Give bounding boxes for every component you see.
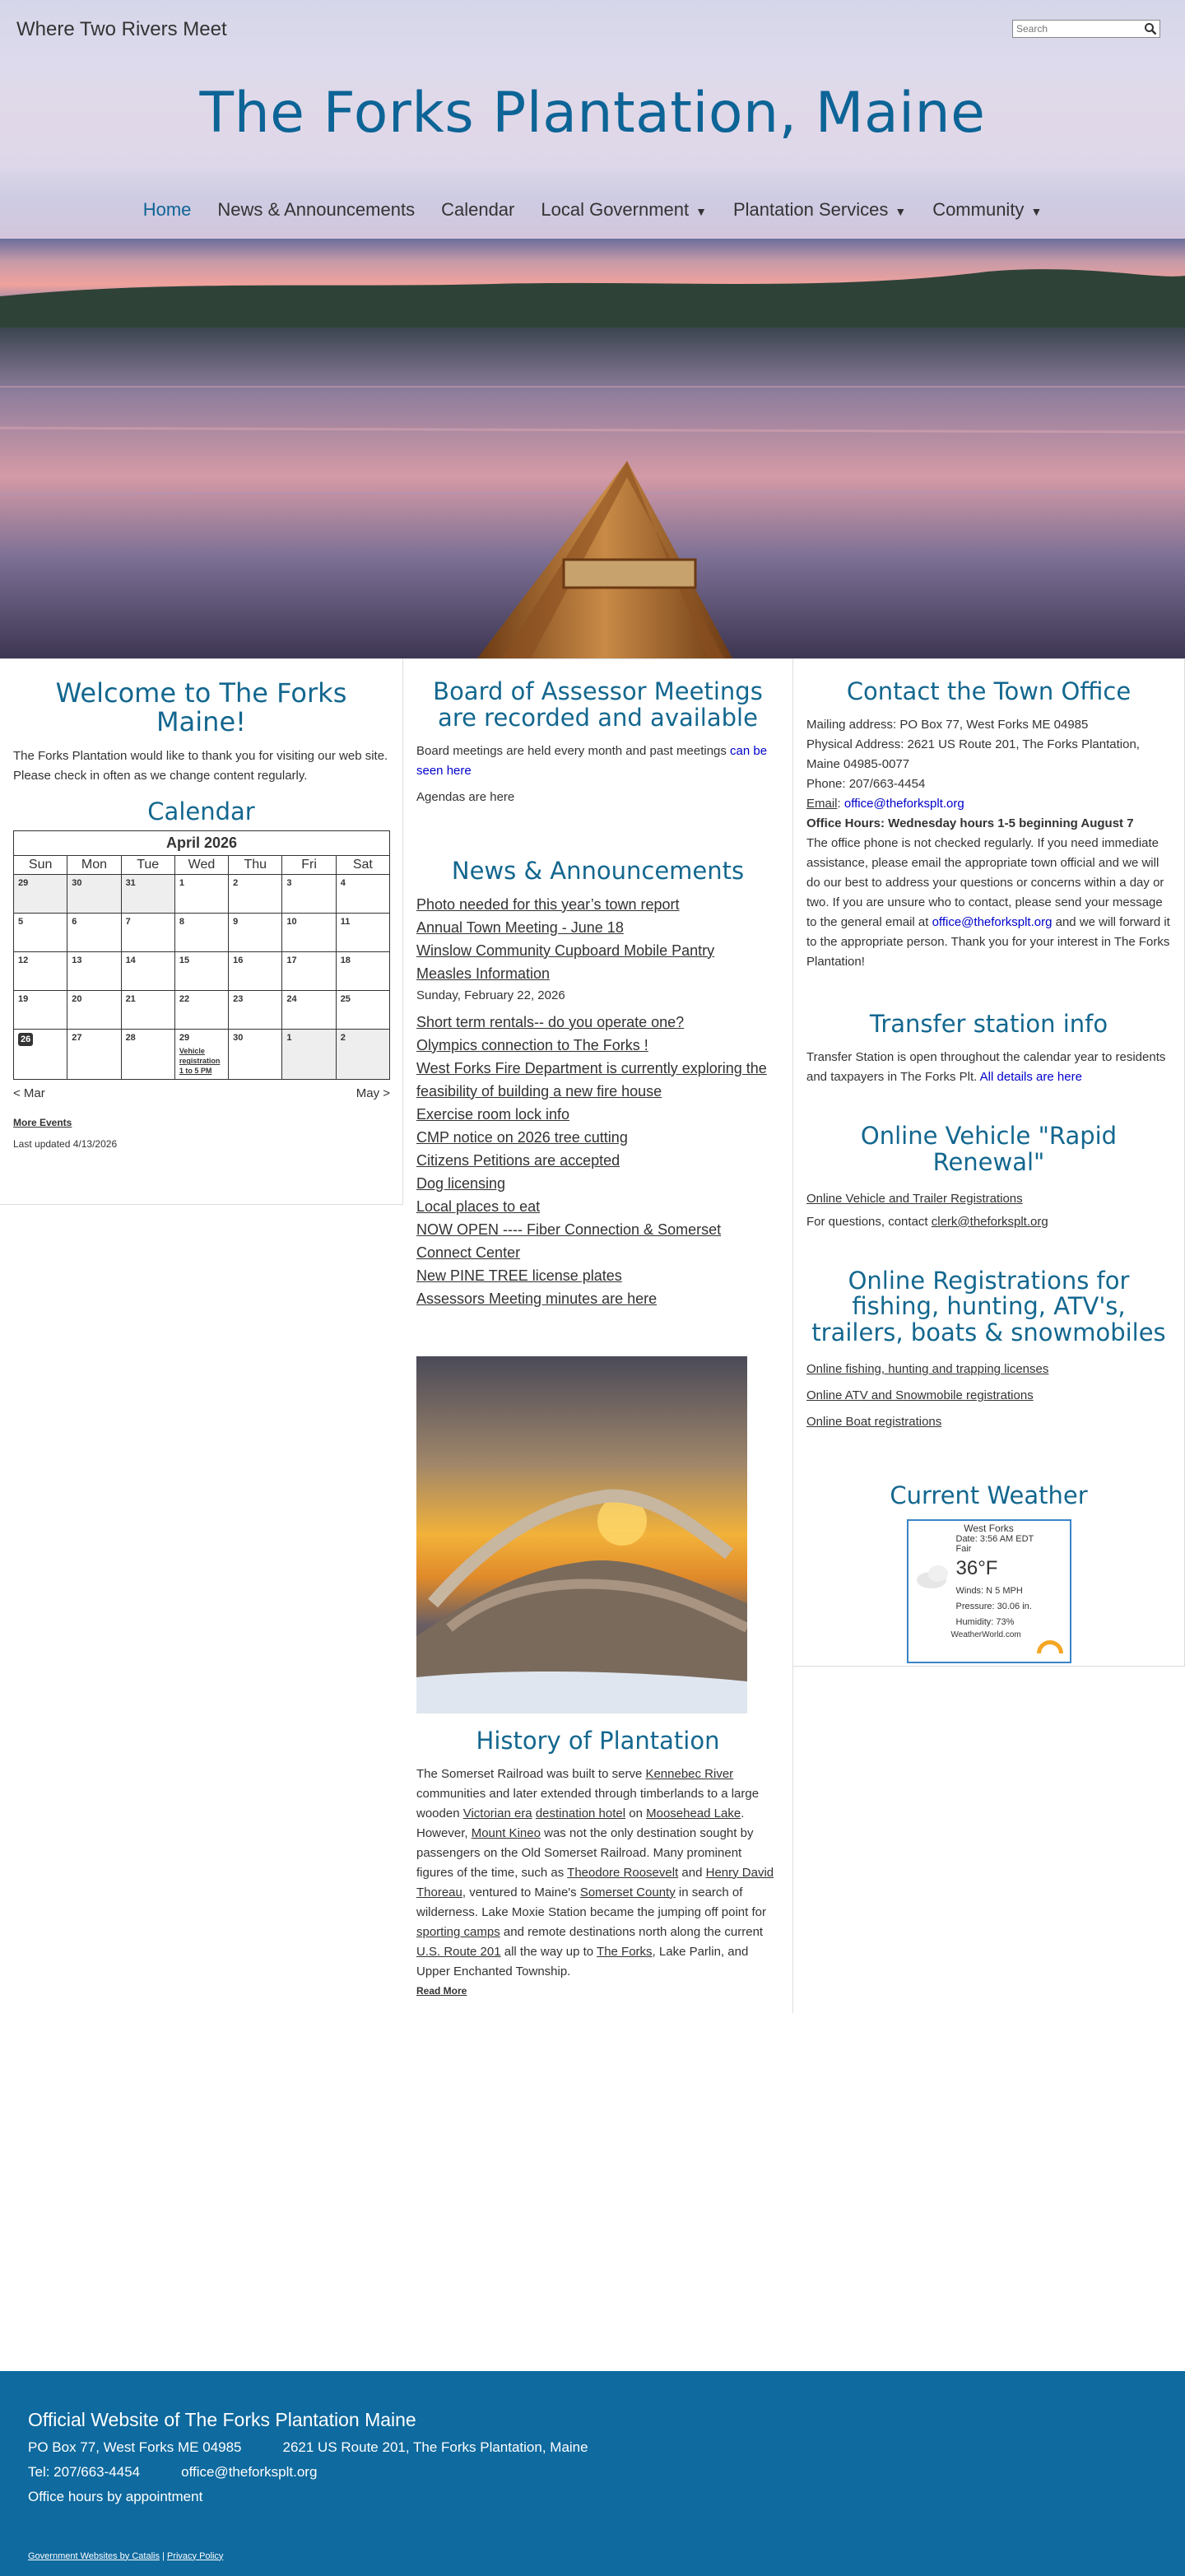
main-nav xyxy=(0,199,1185,221)
calendar-day[interactable]: 4 xyxy=(336,875,389,914)
weather-date: Date: 3:56 AM EDT xyxy=(955,1534,1034,1545)
history-link[interactable]: sporting camps xyxy=(416,1924,500,1939)
calendar-day-number: 29 xyxy=(179,1033,190,1044)
caret-down-icon: ▼ xyxy=(1030,205,1043,218)
vehicle-contact xyxy=(806,1212,1171,1232)
email-line xyxy=(806,794,1171,814)
nav-community[interactable]: Community ▼ xyxy=(932,199,1043,220)
footer-physical-address: 2621 US Route 201, The Forks Plantation, Maine xyxy=(282,2439,588,2455)
site-tagline: Where Two Rivers Meet xyxy=(16,18,227,40)
calendar-day[interactable]: 5 xyxy=(14,914,67,952)
weather-credit: WeatherWorld.com xyxy=(950,1630,1021,1640)
footer-address-row xyxy=(28,2439,1157,2456)
news-list xyxy=(416,893,779,1310)
calendar-day[interactable]: 7 xyxy=(121,914,174,952)
calendar-day-header: Wed xyxy=(174,856,228,875)
mailing-address: Mailing address: PO Box 77, West Forks ME 04985 xyxy=(806,717,1089,732)
news-item[interactable]: New PINE TREE license plates xyxy=(416,1267,622,1284)
calendar-day[interactable]: 19 xyxy=(14,991,67,1030)
news-item[interactable]: Winslow Community Cupboard Mobile Pantry xyxy=(416,942,715,959)
news-item[interactable]: Olympics connection to The Forks ! xyxy=(416,1036,648,1053)
search-icon[interactable] xyxy=(1144,22,1157,35)
nav-local-government[interactable]: Local Government ▼ xyxy=(541,199,707,220)
history-text-span: and xyxy=(678,1865,706,1880)
news-item[interactable]: Short term rentals-- do you operate one? xyxy=(416,1013,685,1030)
calendar-day[interactable]: 29 xyxy=(14,875,67,914)
search-box[interactable] xyxy=(1012,20,1160,38)
calendar-day[interactable]: 14 xyxy=(121,952,174,991)
calendar-day-header: Thu xyxy=(229,856,282,875)
history-text-span: , ventured to Maine's xyxy=(462,1885,580,1899)
calendar-day[interactable]: 24 xyxy=(282,991,336,1030)
calendar-day-event[interactable] xyxy=(174,1030,228,1080)
welcome-title: Welcome to The Forks Maine! xyxy=(55,677,347,738)
footer-link-separator: | xyxy=(159,2550,167,2561)
news-item[interactable]: Dog licensing xyxy=(416,1174,506,1192)
contact-note xyxy=(806,834,1171,972)
calendar-day[interactable]: 13 xyxy=(67,952,121,991)
calendar-day[interactable]: 2 xyxy=(336,1030,389,1080)
calendar-day[interactable]: 17 xyxy=(282,952,336,991)
history-link[interactable]: Victorian era xyxy=(462,1806,532,1820)
calendar-day[interactable]: 30 xyxy=(67,875,121,914)
calendar-day-header: Tue xyxy=(121,856,174,875)
agendas-text xyxy=(416,788,779,807)
today-marker: 26 xyxy=(18,1033,33,1046)
contact-note-text: and we will forward it to the appropriate person. Thank you for your interest in The Forks Plantation! xyxy=(806,914,1170,969)
calendar-day-header: Sat xyxy=(336,856,389,875)
calendar-day[interactable]: 25 xyxy=(336,991,389,1030)
calendar-day[interactable]: 28 xyxy=(121,1030,174,1080)
news-item[interactable]: West Forks Fire Department is currently exploring the feasibility of building a new fire house xyxy=(416,1059,767,1100)
history-text-span: The Somerset Railroad was built to serve xyxy=(416,1766,646,1781)
news-item[interactable]: Assessors Meeting minutes are here xyxy=(416,1290,658,1307)
calendar-day[interactable]: 10 xyxy=(282,914,336,952)
assessor-title: Board of Assessor Meetings are recorded and available xyxy=(433,677,763,732)
calendar-day[interactable]: 21 xyxy=(121,991,174,1030)
history-text-span: communities and later extended through timberlands to a large wooden xyxy=(416,1786,760,1820)
calendar-day-header: Fri xyxy=(282,856,336,875)
vehicle-title: Online Vehicle "Rapid Renewal" xyxy=(860,1121,1118,1176)
news-title: News & Announcements xyxy=(451,856,745,885)
search-input[interactable] xyxy=(1013,21,1136,37)
calendar-day[interactable]: 11 xyxy=(336,914,389,952)
spacer xyxy=(0,2013,1185,2371)
nav-news[interactable]: News & Announcements xyxy=(217,199,416,220)
last-updated: Last updated 4/13/2026 xyxy=(13,1138,118,1151)
contact-title: Contact the Town Office xyxy=(846,677,1132,705)
weather-condition: Fair xyxy=(955,1544,972,1555)
sun-icon xyxy=(1034,1635,1066,1655)
history-link[interactable]: Henry David Thoreau xyxy=(416,1865,774,1899)
atv-registration-link[interactable]: Online ATV and Snowmobile registrations xyxy=(806,1388,1034,1403)
calendar-prev-link[interactable]: < Mar xyxy=(13,1086,45,1101)
site-title: The Forks Plantation, Maine xyxy=(199,81,986,146)
history-text-span: . However, xyxy=(416,1806,745,1840)
email-separator: : xyxy=(837,796,844,811)
registrations-title: Online Registrations for fishing, hunting, ATV's, trailers, boats & snowmobiles xyxy=(811,1266,1166,1347)
calendar-month: April 2026 xyxy=(13,830,390,855)
weather-title: Current Weather xyxy=(890,1481,1088,1510)
driftwood-photo xyxy=(416,1356,747,1713)
history-text-span: in search of wilderness. Lake Moxie Station became the jumping off point for xyxy=(416,1885,766,1919)
boat-registration-link[interactable]: Online Boat registrations xyxy=(806,1415,942,1430)
caret-down-icon: ▼ xyxy=(895,205,907,218)
nav-plantation-services[interactable]: Plantation Services ▼ xyxy=(733,199,907,220)
office-hours: Office Hours: Wednesday hours 1-5 beginning August 7 xyxy=(806,816,1134,830)
calendar-day-today[interactable] xyxy=(14,1030,67,1080)
privacy-policy-link[interactable]: Privacy Policy xyxy=(166,2550,224,2561)
news-item[interactable]: Exercise room lock info xyxy=(416,1105,570,1123)
history-link[interactable]: destination hotel xyxy=(535,1806,626,1820)
phone: Phone: 207/663-4454 xyxy=(806,776,926,791)
footer xyxy=(0,2371,1185,2576)
calendar-day[interactable]: 8 xyxy=(174,914,228,952)
history-text-span: was not the only destination sought by passengers on the Old Somerset Railroad. Many prominent figures of the time, such as xyxy=(416,1825,754,1880)
calendar-day[interactable]: 3 xyxy=(282,875,336,914)
welcome-text: The Forks Plantation would like to thank you for visiting our web site. Please check in often as we change content regularly. xyxy=(13,749,388,783)
nav-home[interactable]: Home xyxy=(142,199,192,220)
calendar-day-header: Mon xyxy=(67,856,121,875)
footer-po-box: PO Box 77, West Forks ME 04985 xyxy=(28,2439,242,2455)
registrations-links xyxy=(806,1356,1171,1435)
calendar-day[interactable]: 6 xyxy=(67,914,121,952)
weather-place: West Forks xyxy=(964,1523,1014,1535)
calendar-day[interactable]: 2 xyxy=(229,875,282,914)
history-text-span: all the way up to xyxy=(500,1944,597,1959)
cloud-icon xyxy=(913,1559,955,1592)
vehicle-registration-link[interactable]: Online Vehicle and Trailer Registrations xyxy=(806,1191,1023,1206)
calendar-day[interactable]: 9 xyxy=(229,914,282,952)
footer-title: Official Website of The Forks Plantation Maine xyxy=(28,2408,416,2430)
transfer-text xyxy=(806,1048,1171,1087)
history-text-span: and remote destinations north along the current xyxy=(500,1924,764,1939)
calendar-next-link[interactable]: May > xyxy=(356,1086,390,1101)
history-text xyxy=(416,1765,779,1982)
calendar-title: Calendar xyxy=(147,797,255,826)
caret-down-icon: ▼ xyxy=(695,205,707,218)
main-content xyxy=(0,658,1185,2013)
news-item[interactable]: NOW OPEN ---- Fiber Connection & Somerset Connect Center xyxy=(416,1221,722,1261)
footer-phone: Tel: 207/663-4454 xyxy=(28,2463,141,2480)
right-column xyxy=(793,659,1185,1667)
catalis-link[interactable]: Government Websites by Catalis xyxy=(28,2550,160,2561)
history-link[interactable]: Kennebec River xyxy=(645,1766,734,1781)
email-label: Email xyxy=(806,796,838,811)
agendas-text-body: Agendas are xyxy=(416,789,490,804)
calendar-widget xyxy=(13,830,390,1080)
history-title: History of Plantation xyxy=(476,1726,720,1755)
weather-widget[interactable] xyxy=(907,1519,1071,1663)
footer-hours: Office hours by appointment xyxy=(28,2488,203,2504)
vehicle-contact-text: For questions, contact xyxy=(806,1214,932,1229)
weather-temp: 36°F xyxy=(955,1557,998,1580)
transfer-text-body: Transfer Station is open throughout the calendar year to residents and taxpayers in The Forks Plt. xyxy=(806,1049,1166,1084)
assessor-text xyxy=(416,742,779,781)
clerk-email-link[interactable]: clerk@theforksplt.org xyxy=(931,1214,1048,1229)
left-column xyxy=(0,659,403,1205)
office-email-link[interactable]: office@theforksplt.org xyxy=(843,796,964,811)
calendar-day[interactable]: 22 xyxy=(174,991,228,1030)
weather-humidity: Humidity: 73% xyxy=(955,1617,1015,1628)
calendar-day[interactable]: 30 xyxy=(229,1030,282,1080)
calendar-day[interactable]: 31 xyxy=(121,875,174,914)
calendar-day[interactable]: 23 xyxy=(229,991,282,1030)
news-item[interactable]: Measles Information xyxy=(416,965,551,982)
calendar-day[interactable]: 12 xyxy=(14,952,67,991)
news-item[interactable]: CMP notice on 2026 tree cutting xyxy=(416,1128,628,1146)
calendar-day[interactable]: 27 xyxy=(67,1030,121,1080)
contact-note-text: The office phone is not checked regularly. If you need immediate assistance, please email the appropriate town official and we will do our best to address your questions or concerns within a day or two. If you are unsure who to contact, please send your message to the general email at xyxy=(806,835,1164,929)
footer-contact-row xyxy=(28,2464,1157,2481)
calendar-day[interactable]: 15 xyxy=(174,952,228,991)
read-more-link[interactable]: Read More xyxy=(416,1984,467,1997)
news-item[interactable]: Local places to eat xyxy=(416,1197,541,1215)
history-text-span: on xyxy=(625,1806,647,1820)
calendar-nav xyxy=(13,1086,390,1100)
history-link[interactable]: Theodore Roosevelt xyxy=(567,1865,679,1880)
physical-address: Physical Address: 2621 US Route 201, The Forks Plantation, Maine 04985-0077 xyxy=(806,737,1140,771)
more-events-link[interactable]: More Events xyxy=(13,1117,72,1129)
calendar-day[interactable]: 16 xyxy=(229,952,282,991)
history-text-span: , Lake Parlin, and Upper Enchanted Township. xyxy=(416,1944,749,1978)
fishing-license-link[interactable]: Online fishing, hunting and trapping licenses xyxy=(806,1362,1049,1377)
vehicle-links xyxy=(806,1186,1171,1212)
history-link[interactable]: Mount Kineo xyxy=(471,1825,541,1840)
calendar-day[interactable]: 20 xyxy=(67,991,121,1030)
center-column xyxy=(403,659,793,2013)
header-banner xyxy=(0,0,1185,658)
weather-winds: Winds: N 5 MPH xyxy=(955,1586,1023,1597)
meetings-link[interactable]: can be seen here xyxy=(416,743,768,778)
transfer-details-link[interactable]: All details are here xyxy=(979,1069,1082,1084)
history-link[interactable]: U.S. Route 201 xyxy=(416,1944,501,1959)
history-link[interactable]: Moosehead Lake xyxy=(646,1806,741,1820)
calendar-event-link[interactable]: Vehicle registration 1 to 5 PM xyxy=(179,1047,221,1076)
contact-section xyxy=(806,679,1171,972)
general-email-link[interactable]: office@theforksplt.org xyxy=(932,914,1053,929)
agendas-link[interactable]: here xyxy=(490,789,515,804)
assessor-text-body: Board meetings are held every month and past meetings xyxy=(416,743,727,758)
news-item[interactable]: Annual Town Meeting - June 18 xyxy=(416,918,624,936)
weather-pressure: Pressure: 30.06 in. xyxy=(955,1602,1032,1612)
calendar-day[interactable]: 1 xyxy=(174,875,228,914)
history-link[interactable]: The Forks xyxy=(597,1944,653,1959)
calendar-day[interactable]: 18 xyxy=(336,952,389,991)
history-link[interactable]: Somerset County xyxy=(579,1885,676,1899)
news-date: Sunday, February 22, 2026 xyxy=(416,988,565,1002)
nav-calendar[interactable]: Calendar xyxy=(441,199,515,220)
footer-links xyxy=(28,2551,1157,2561)
calendar-day[interactable]: 1 xyxy=(282,1030,336,1080)
news-item[interactable]: Photo needed for this year’s town report xyxy=(416,895,680,913)
footer-email-link[interactable]: office@theforksplt.org xyxy=(181,2463,318,2480)
calendar-day-header: Sun xyxy=(14,856,67,875)
news-item[interactable]: Citizens Petitions are accepted xyxy=(416,1151,620,1169)
transfer-title: Transfer station info xyxy=(869,1009,1108,1038)
